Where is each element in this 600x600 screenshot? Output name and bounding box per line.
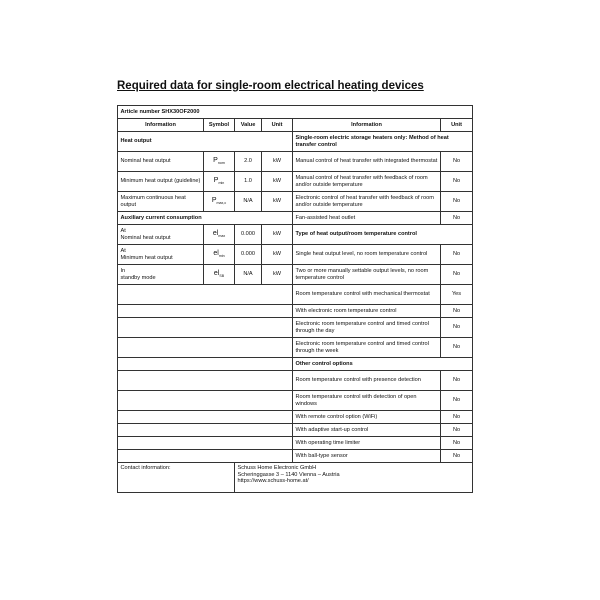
empty-left-cell xyxy=(118,450,293,463)
table-row xyxy=(118,338,473,358)
empty-left-cell xyxy=(118,305,293,318)
contact-label: Contact information: xyxy=(118,463,235,493)
output-type-value: No xyxy=(441,265,473,285)
other-option-label: With remote control option (WiFi) xyxy=(293,411,441,424)
table-row xyxy=(118,172,473,192)
article-row xyxy=(118,106,473,119)
heating-data-table xyxy=(117,105,473,493)
table-row xyxy=(118,152,473,172)
storage-control-value: No xyxy=(441,172,473,192)
document-title: Required data for single-room electrical heating devices xyxy=(117,80,424,92)
output-type-value: No xyxy=(441,318,473,338)
unit-cell: kW xyxy=(262,192,293,212)
other-option-value: No xyxy=(441,424,473,437)
other-option-value: No xyxy=(441,391,473,411)
table-row xyxy=(118,437,473,450)
table-row xyxy=(118,192,473,212)
empty-left-cell xyxy=(118,391,293,411)
heat-output-label: Maximum continuous heat output xyxy=(118,192,204,212)
unit-cell: kW xyxy=(262,152,293,172)
header-row xyxy=(118,119,473,132)
heat-output-label: Minimum heat output (guideline) xyxy=(118,172,204,192)
output-type-label: Room temperature control with mechanical thermostat xyxy=(293,285,441,305)
empty-left-cell xyxy=(118,318,293,338)
empty-left-cell xyxy=(118,424,293,437)
empty-left-cell xyxy=(118,338,293,358)
output-type-value: Yes xyxy=(441,285,473,305)
contact-url[interactable]: https://www.schuss-home.at/ xyxy=(237,478,309,485)
table-row xyxy=(118,411,473,424)
unit-cell: kW xyxy=(262,245,293,265)
table-row xyxy=(118,450,473,463)
other-options-heading: Other control options xyxy=(293,358,473,371)
symbol-cell: $P_{min}$ xyxy=(204,172,235,192)
unit-cell: kW xyxy=(262,172,293,192)
other-option-value: No xyxy=(441,437,473,450)
contact-details xyxy=(235,463,473,493)
value-cell: N/A xyxy=(235,192,262,212)
aux-label: At Nominal heat output xyxy=(118,225,204,245)
table-row xyxy=(118,371,473,391)
table-row xyxy=(118,225,473,245)
table-row xyxy=(118,132,473,152)
symbol-cell: $P_{nom}$ xyxy=(204,152,235,172)
right-info-header: Information xyxy=(293,119,441,132)
contact-address: Scheringgasse 3 – 1140 Vienna – Austria xyxy=(237,471,340,478)
value-cell: N/A xyxy=(235,265,262,285)
symbol-cell: $el_{max}$ xyxy=(204,225,235,245)
output-type-label: Electronic room temperature control and timed control through the day xyxy=(293,318,441,338)
storage-control-heading: Single-room electric storage heaters only: Method of heat transfer control xyxy=(293,132,473,152)
other-option-value: No xyxy=(441,450,473,463)
other-option-label: Room temperature control with presence detection xyxy=(293,371,441,391)
symbol-cell: $P_{max,c}$ xyxy=(204,192,235,212)
output-type-label: Two or more manually settable output levels, no room temperature control xyxy=(293,265,441,285)
symbol-header: Symbol xyxy=(204,119,235,132)
storage-control-label: Fan-assisted heat outlet xyxy=(293,212,441,225)
storage-control-value: No xyxy=(441,192,473,212)
empty-left-cell xyxy=(118,371,293,391)
value-header: Value xyxy=(235,119,262,132)
heat-output-label: Nominal heat output xyxy=(118,152,204,172)
storage-control-label: Electronic control of heat transfer with feedback of room and/or outside temperature xyxy=(293,192,441,212)
table-row xyxy=(118,212,473,225)
output-type-label: Single heat output level, no room temperature control xyxy=(293,245,441,265)
aux-consumption-heading: Auxiliary current consumption xyxy=(118,212,293,225)
other-option-value: No xyxy=(441,371,473,391)
other-option-label: Room temperature control with detection of open windows xyxy=(293,391,441,411)
table-row xyxy=(118,391,473,411)
symbol-cell: $el_{min}$ xyxy=(204,245,235,265)
storage-control-label: Manual control of heat transfer with integrated thermostat xyxy=(293,152,441,172)
output-type-value: No xyxy=(441,338,473,358)
contact-row xyxy=(118,463,473,493)
table-row xyxy=(118,245,473,265)
left-info-header: Information xyxy=(118,119,204,132)
unit-cell: kW xyxy=(262,225,293,245)
unit-cell: kW xyxy=(262,265,293,285)
storage-control-label: Manual control of heat transfer with feedback of room and/or outside temperature xyxy=(293,172,441,192)
table-row xyxy=(118,285,473,305)
left-unit-header: Unit xyxy=(262,119,293,132)
right-unit-header: Unit xyxy=(441,119,473,132)
empty-left-cell xyxy=(118,358,293,371)
value-cell: 1.0 xyxy=(235,172,262,192)
storage-control-value: No xyxy=(441,212,473,225)
output-type-label: With electronic room temperature control xyxy=(293,305,441,318)
empty-left-cell xyxy=(118,437,293,450)
table-row xyxy=(118,305,473,318)
storage-control-value: No xyxy=(441,152,473,172)
table-row xyxy=(118,358,473,371)
aux-label: In standby mode xyxy=(118,265,204,285)
other-option-value: No xyxy=(441,411,473,424)
value-cell: 0.000 xyxy=(235,245,262,265)
other-option-label: With ball-type sensor xyxy=(293,450,441,463)
table-row xyxy=(118,265,473,285)
value-cell: 0.000 xyxy=(235,225,262,245)
value-cell: 2.0 xyxy=(235,152,262,172)
empty-left-cell xyxy=(118,285,293,305)
aux-label: At Minimum heat output xyxy=(118,245,204,265)
heat-output-heading: Heat output xyxy=(118,132,293,152)
other-option-label: With adaptive start-up control xyxy=(293,424,441,437)
table-row xyxy=(118,318,473,338)
empty-left-cell xyxy=(118,411,293,424)
symbol-cell: $el_{SB}$ xyxy=(204,265,235,285)
output-type-label: Electronic room temperature control and timed control through the week xyxy=(293,338,441,358)
output-type-value: No xyxy=(441,305,473,318)
output-type-value: No xyxy=(441,245,473,265)
other-option-label: With operating time limiter xyxy=(293,437,441,450)
output-type-heading: Type of heat output/room temperature control xyxy=(293,225,473,245)
article-number: Article number SHX30OF2000 xyxy=(118,106,473,119)
contact-company: Schuss Home Electronic GmbH xyxy=(237,465,317,471)
table-row xyxy=(118,424,473,437)
